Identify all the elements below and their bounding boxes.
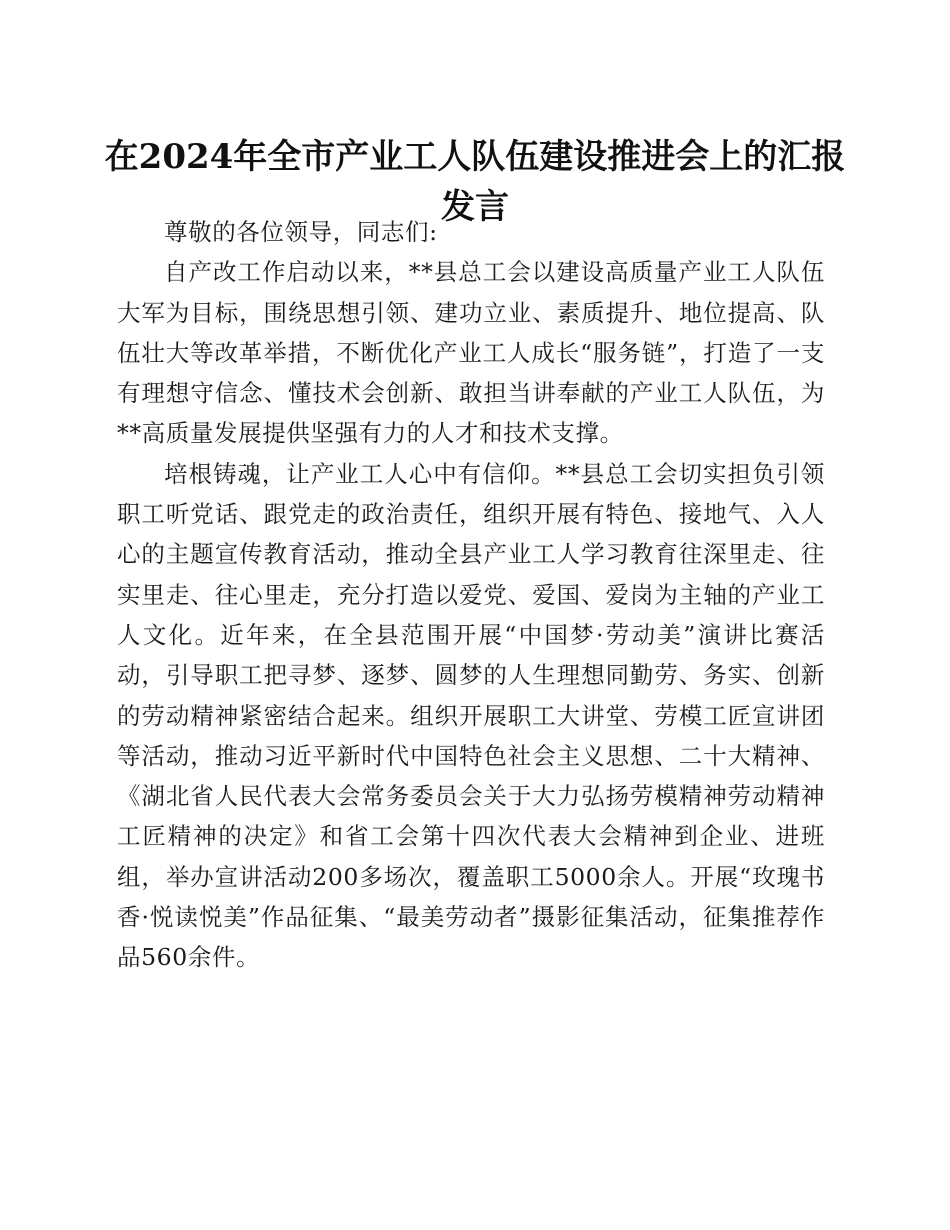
salutation: 尊敬的各位领导，同志们: <box>164 218 438 246</box>
document-body <box>117 212 825 978</box>
paragraph-belief: 培根铸魂，让产业工人心中有信仰。**县总工会切实担负引领职工听党话、跟党走的政治责任，组织开展有特色、接地气、入人心的主题宣传教育活动，推动全县产业工人学习教育往深里走、往实里走、往心里走，充分打造以爱党、爱国、爱岗为主轴的产业工人文化。近年来，在全县范围开展“中国梦·劳动美”演讲比赛活动，引导职工把寻梦、逐梦、圆梦的人生理想同勤劳、务实、创新的劳动精神紧密结合起来。组织开展职工大讲堂、劳模工匠宣讲团等活动，推动习近平新时代中国特色社会主义思想、二十大精神、《湖北省人民代表大会常务委员会关于大力弘扬劳模精神劳动精神工匠精神的决定》和省工会第十四次代表大会精神到企业、进班组，举办宣讲活动200多场次，覆盖职工5000余人。开展“玫瑰书香·悦读悦美”作品征集、“最美劳动者”摄影征集活动，征集推荐作品560余件。 <box>117 459 825 972</box>
document-title: 在2024年全市产业工人队伍建设推进会上的汇报发言 <box>104 137 846 227</box>
paragraph-intro: 自产改工作启动以来，**县总工会以建设高质量产业工人队伍大军为目标，围绕思想引领、建功立业、素质提升、地位提高、队伍壮大等改革举措，不断优化产业工人成长“服务链”，打造了一支有理想守信念、懂技术会创新、敢担当讲奉献的产业工人队伍，为**高质量发展提供坚强有力的人才和技术支撑。 <box>117 258 825 448</box>
